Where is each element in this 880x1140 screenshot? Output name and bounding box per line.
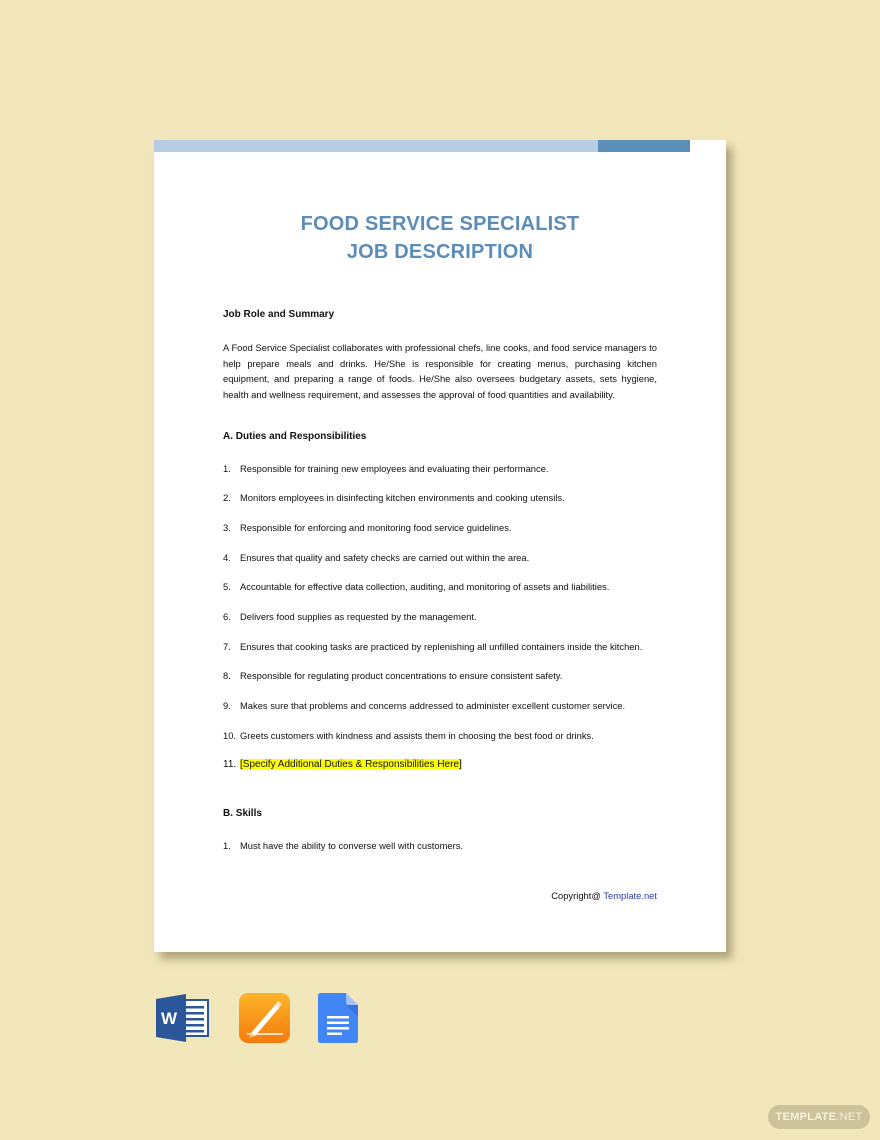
item-text: Delivers food supplies as requested by the management.	[240, 611, 477, 622]
item-number: 9.	[223, 700, 231, 711]
copyright-link[interactable]: Template.net	[603, 890, 657, 901]
header-bar-light	[154, 140, 598, 152]
document-page	[154, 140, 726, 952]
item-text: Greets customers with kindness and assists them in choosing the best food or drinks.	[240, 730, 594, 741]
duty-item	[223, 492, 565, 503]
item-number: 11.	[223, 759, 237, 770]
duties-heading: A. Duties and Responsibilities	[223, 431, 367, 442]
document-title	[154, 210, 726, 266]
item-number: 1.	[223, 840, 231, 851]
item-number: 1.	[223, 463, 231, 474]
duty-item	[223, 641, 642, 652]
item-number: 2.	[223, 492, 231, 503]
item-text: Ensures that quality and safety checks are carried out within the area.	[240, 552, 530, 563]
duty-item	[223, 730, 594, 741]
item-number: 7.	[223, 641, 231, 652]
summary-paragraph: A Food Service Specialist collaborates with professional chefs, line cooks, and food service managers to help prepare meals and drinks. He/She is responsible for creating menus, purchasing kitchen equipment, and preparing a range of foods. He/She also oversees budgetary assets, sets hygiene, health and wellness requirement, and assesses the approval of food quantities and availability.	[223, 342, 657, 400]
watermark-bold: TEMPLATE	[775, 1111, 837, 1123]
duty-item	[223, 552, 529, 563]
duty-item	[223, 522, 512, 533]
template-net-watermark	[768, 1105, 870, 1129]
google-docs-icon[interactable]	[318, 993, 358, 1043]
duty-item	[223, 700, 625, 711]
summary-heading: Job Role and Summary	[223, 309, 335, 320]
svg-text:W: W	[160, 1009, 178, 1028]
item-text: Responsible for training new employees and evaluating their performance.	[240, 463, 549, 474]
duty-item	[223, 670, 562, 681]
highlighted-placeholder-text: [Specify Additional Duties & Responsibilities Here]	[240, 759, 462, 770]
skills-heading: B. Skills	[223, 808, 262, 819]
item-text: Responsible for enforcing and monitoring food service guidelines.	[240, 522, 512, 533]
item-number: 5.	[223, 581, 231, 592]
header-bar-accent	[598, 140, 690, 152]
skill-item	[223, 840, 463, 851]
watermark-thin: .NET	[836, 1111, 863, 1123]
item-text: Accountable for effective data collection, auditing, and monitoring of assets and liabilities.	[240, 581, 610, 592]
item-number: 10.	[223, 730, 237, 741]
item-number: 4.	[223, 552, 231, 563]
item-text: Monitors employees in disinfecting kitchen environments and cooking utensils.	[240, 492, 565, 503]
item-text: Makes sure that problems and concerns addressed to administer excellent customer service.	[240, 700, 626, 711]
duty-item-placeholder	[223, 759, 462, 770]
copyright-label: Copyright@	[551, 890, 604, 901]
duty-item	[223, 581, 609, 592]
title-line-2: JOB DESCRIPTION	[346, 241, 534, 263]
word-icon[interactable]	[156, 994, 210, 1042]
duty-item	[223, 611, 477, 622]
title-line-1: FOOD SERVICE SPECIALIST	[300, 213, 580, 235]
pages-icon[interactable]	[239, 993, 290, 1043]
item-text: Ensures that cooking tasks are practiced by replenishing all unfilled containers inside the kitchen.	[240, 641, 643, 652]
item-number: 3.	[223, 522, 231, 533]
item-number: 8.	[223, 670, 231, 681]
duty-item	[223, 463, 549, 474]
item-number: 6.	[223, 611, 231, 622]
item-text: Responsible for regulating product concentrations to ensure consistent safety.	[240, 670, 563, 681]
copyright-notice	[551, 890, 657, 901]
item-text: Must have the ability to converse well with customers.	[240, 840, 464, 851]
